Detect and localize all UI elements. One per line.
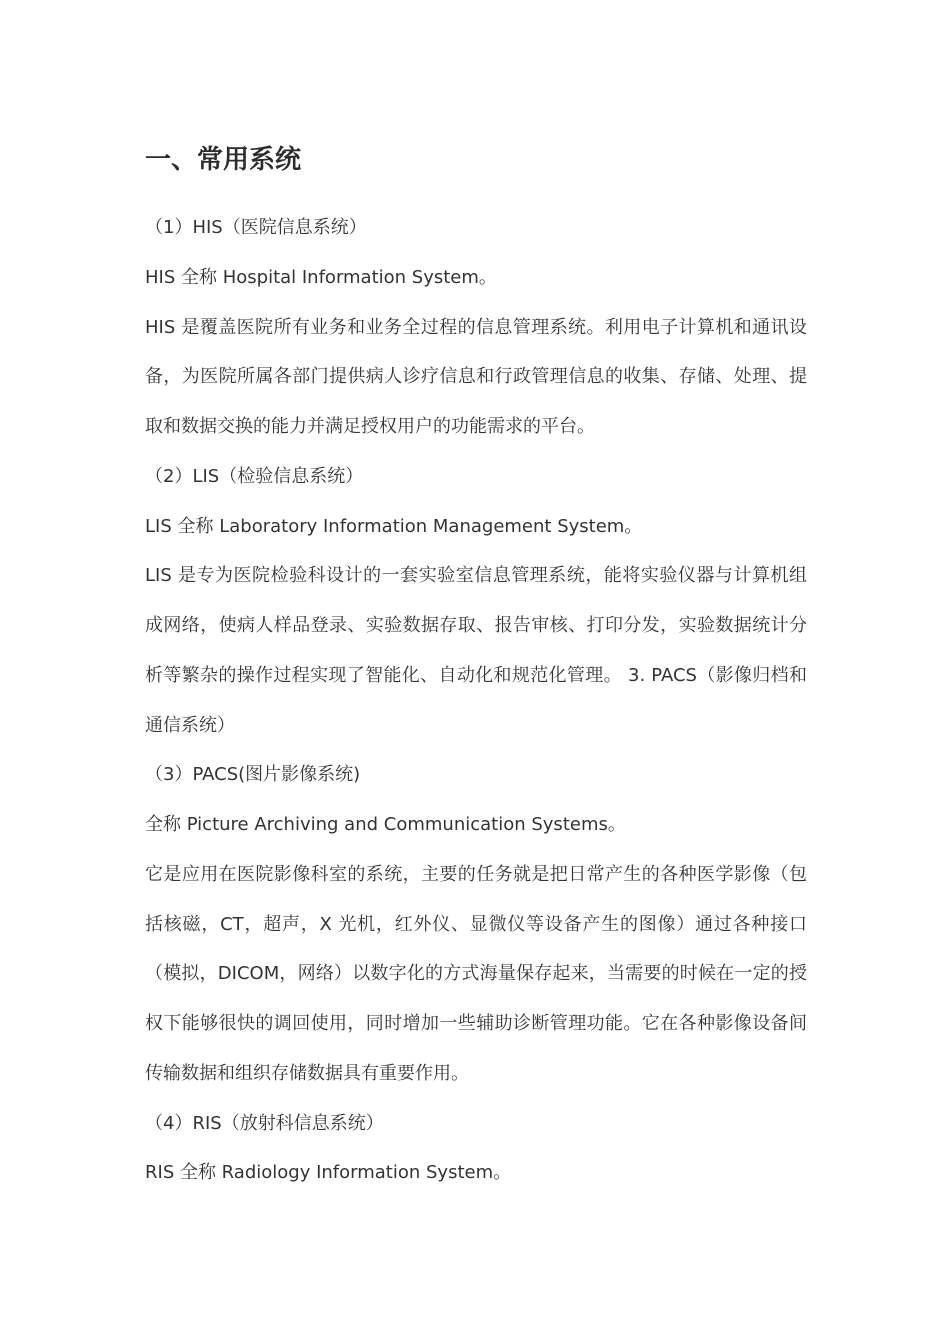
subheading-pacs: （3）PACS(图片影像系统) (145, 764, 361, 786)
paragraph-lis-description: LIS 是专为医院检验科设计的一套实验室信息管理系统，能将实验仪器与计算机组成网络，使病人样品登录、实验数据存取、报告审核、打印分发，实验数据统计分析等繁杂的操作过程实现了智能化、自动化和规范化管理。 3. PACS（影像归档和通信系统） (145, 565, 807, 736)
paragraph-lis-fullname: LIS 全称 Laboratory Information Management System。 (145, 515, 643, 537)
paragraph-ris-fullname: RIS 全称 Radiology Information System。 (145, 1162, 512, 1184)
paragraph-his-description: HIS 是覆盖医院所有业务和业务全过程的信息管理系统。利用电子计算机和通讯设备，为医院所属各部门提供病人诊疗信息和行政管理信息的收集、存储、处理、提取和数据交换的能力并满足授权用户的功能需求的平台。 (145, 316, 807, 437)
subheading-his: （1）HIS（医院信息系统） (145, 217, 367, 238)
paragraph-pacs-fullname: 全称 Picture Archiving and Communication Systems。 (145, 814, 626, 835)
subheading-lis: （2）LIS（检验信息系统） (145, 465, 364, 487)
paragraph-his-fullname: HIS 全称 Hospital Information System。 (145, 266, 497, 288)
subheading-ris: （4）RIS（放射科信息系统） (145, 1112, 384, 1134)
section-title: 一、常用系统 (145, 145, 302, 175)
document-body (145, 203, 807, 1198)
paragraph-pacs-description: 它是应用在医院影像科室的系统，主要的任务就是把日常产生的各种医学影像（包括核磁，CT，超声，X 光机，红外仪、显微仪等设备产生的图像）通过各种接口（模拟，DICOM，网络）以数字化的方式海量保存起来，当需要的时候在一定的授权下能够很快的调回使用，同时增加一些辅助诊断管理功能。它在各种影像设备间传输数据和组织存储数据具有重要作用。 (145, 863, 807, 1084)
